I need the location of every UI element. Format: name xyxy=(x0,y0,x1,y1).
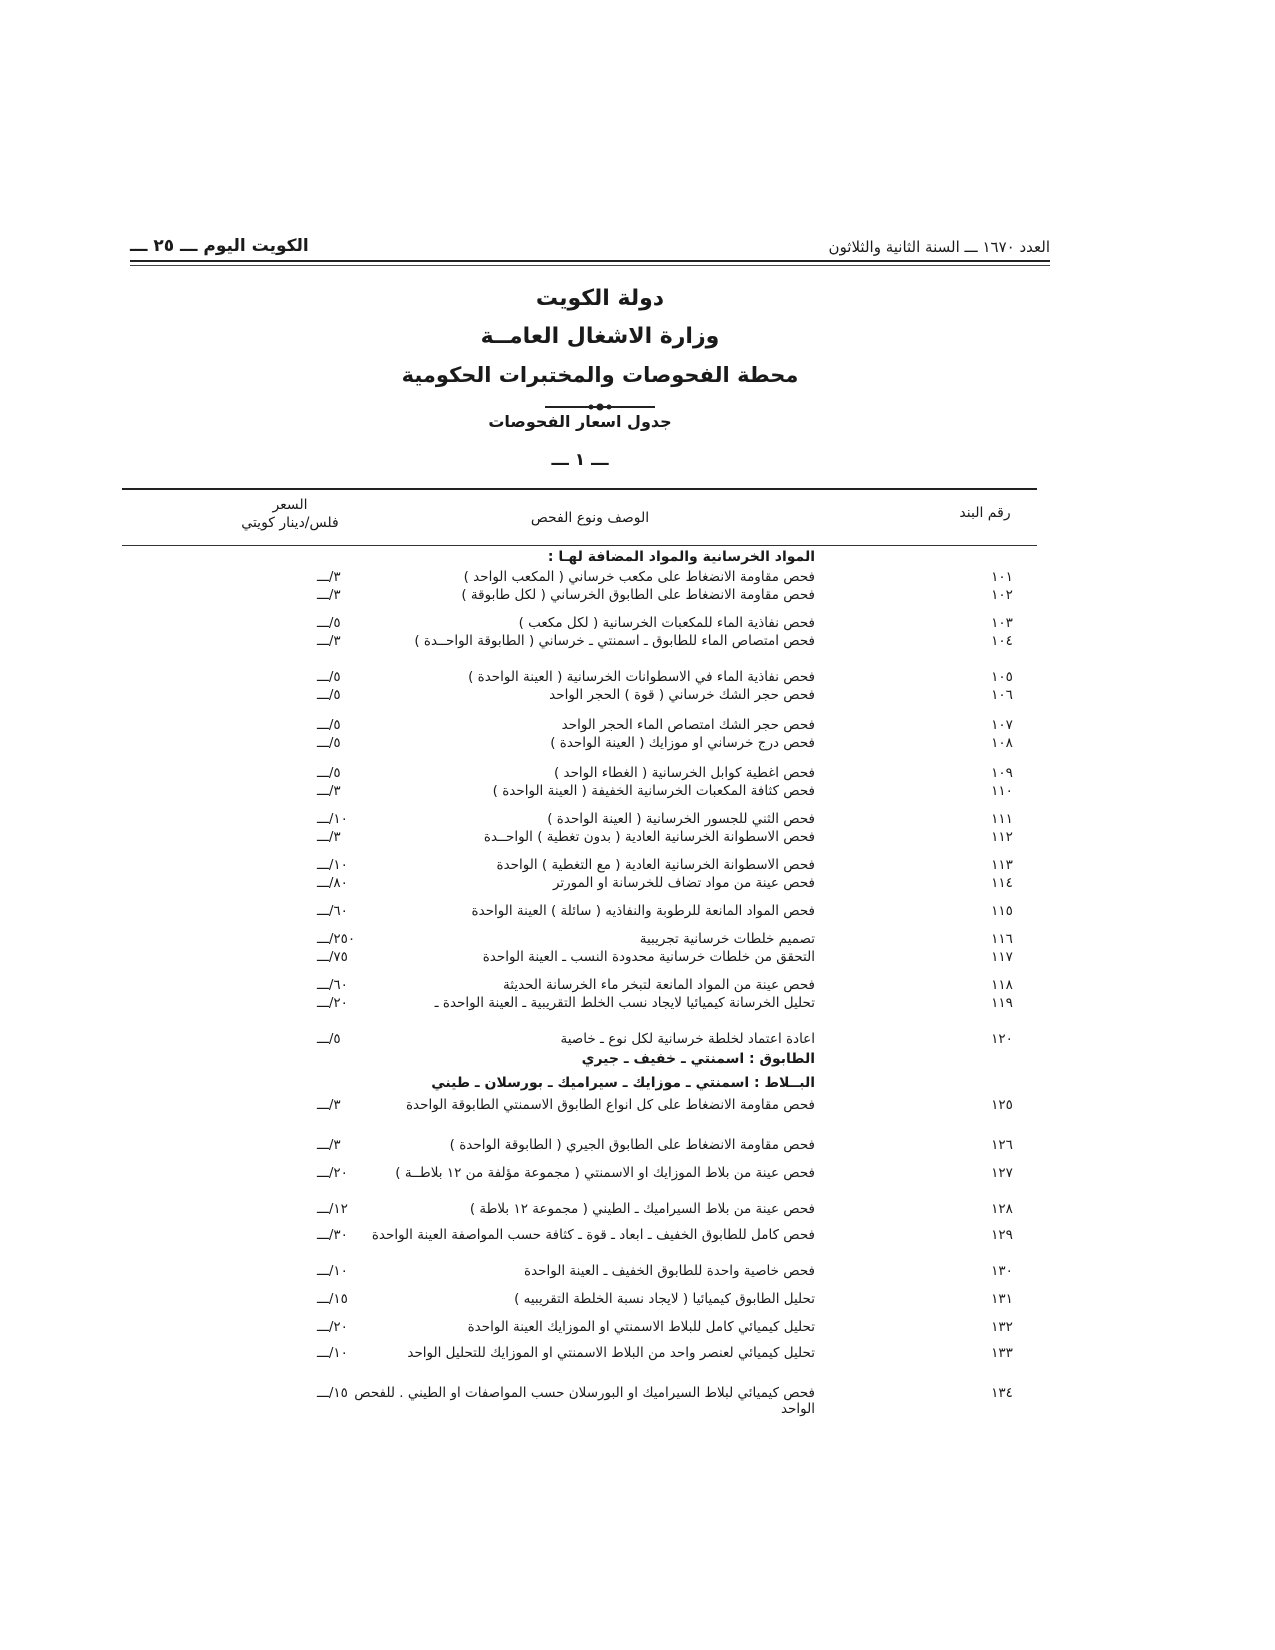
item-description: فحص كثافة المكعبات الخرسانية الخفيفة ( العينة الواحدة ) xyxy=(492,783,815,799)
item-price: ١٠/ـــ xyxy=(317,811,348,827)
item-description: فحص الاسطوانة الخرسانية العادية ( بدون تغطية ) الواحــدة xyxy=(483,829,815,845)
item-description: فحص مقاومة الانضغاط على كل انواع الطابوق الاسمنتي الطابوقة الواحدة xyxy=(405,1097,815,1113)
item-number: ١٠٥ xyxy=(991,669,1013,685)
item-number: ١١٦ xyxy=(991,931,1013,947)
item-description: فحص خاصية واحدة للطابوق الخفيف ـ العينة الواحدة xyxy=(524,1263,815,1279)
running-header-publication: الكويت اليوم ـــ ٢٥ ـــ xyxy=(130,236,309,256)
item-price: ٣٠/ـــ xyxy=(317,1227,348,1243)
item-description: فحص حجر الشك امتصاص الماء الحجر الواحد xyxy=(561,717,815,733)
item-price: ٣/ـــ xyxy=(317,587,341,603)
item-price: ٣/ـــ xyxy=(317,783,341,799)
item-number: ١١٩ xyxy=(991,995,1013,1011)
item-description: تحليل الطابوق كيميائيا ( لايجاد نسبة الخلطة التقريبيه ) xyxy=(514,1291,815,1307)
item-number: ١٠٤ xyxy=(991,633,1013,649)
item-price: ٨٠/ـــ xyxy=(317,875,348,891)
item-number: ١٢٨ xyxy=(991,1201,1013,1217)
item-number: ١٣٤ xyxy=(991,1385,1013,1401)
item-price: ٥/ـــ xyxy=(317,765,341,781)
item-price: ٥/ـــ xyxy=(317,615,341,631)
price-label: السعر xyxy=(272,497,308,513)
item-number: ١٢٥ xyxy=(991,1097,1013,1113)
item-number: ١٣٣ xyxy=(991,1345,1013,1361)
section-heading-concrete: المواد الخرسانية والمواد المضافة لهـا : xyxy=(547,549,815,565)
item-description: فحص امتصاص الماء للطابوق ـ اسمنتي ـ خرساني ( الطابوقة الواحــدة ) xyxy=(414,633,815,649)
price-unit: فلس/دينار كويتي xyxy=(241,515,339,531)
table-top-rule xyxy=(122,488,1037,490)
item-number: ١٢٩ xyxy=(991,1227,1013,1243)
item-number: ١٢٠ xyxy=(991,1031,1013,1047)
item-price: ٢٥٠/ـــ xyxy=(317,931,356,947)
item-price: ٥/ـــ xyxy=(317,669,341,685)
item-description: فحص نفاذية الماء في الاسطوانات الخرسانية ( العينة الواحدة ) xyxy=(468,669,815,685)
item-price: ١٢/ـــ xyxy=(317,1201,348,1217)
item-price: ١٥/ـــ xyxy=(317,1291,348,1307)
item-price: ٢٠/ـــ xyxy=(317,995,348,1011)
item-description: اعادة اعتماد لخلطة خرسانية لكل نوع ـ خاصية xyxy=(560,1031,815,1047)
item-price: ٥/ـــ xyxy=(317,1031,341,1047)
header-rule-thin xyxy=(130,265,1050,266)
item-number: ١١٨ xyxy=(991,977,1013,993)
item-number: ١٢٧ xyxy=(991,1165,1013,1181)
item-description: فحص المواد المانعة للرطوبة والنفاذيه ( سائلة ) العينة الواحدة xyxy=(471,903,815,919)
running-header-issue: العدد ١٦٧٠ ـــ السنة الثانية والثلاثون xyxy=(828,238,1050,256)
item-description: فحص عينة من بلاط السيراميك ـ الطيني ( مجموعة ١٢ بلاطة ) xyxy=(469,1201,815,1217)
item-description: فحص مقاومة الانضغاط على الطابوق الخرساني ( لكل طابوقة ) xyxy=(461,587,815,603)
item-description: فحص مقاومة الانضغاط على الطابوق الجيري ( الطابوقة الواحدة ) xyxy=(449,1137,815,1153)
item-number: ١٣٠ xyxy=(991,1263,1013,1279)
title-block xyxy=(300,280,900,412)
header-rule xyxy=(130,260,1050,262)
item-number: ١١٣ xyxy=(991,857,1013,873)
item-description: فحص نفاذية الماء للمكعبات الخرسانية ( لكل مكعب ) xyxy=(518,615,815,631)
section-heading-slabs: البــلاط : اسمنتي ـ موزايك ـ سيراميك ـ بورسلان ـ طيني xyxy=(431,1075,815,1091)
item-price: ١٠/ـــ xyxy=(317,1263,348,1279)
item-description: فحص كيميائي لبلاط السيراميك او البورسلان حسب المواصفات او الطيني . للفحص الواحد xyxy=(354,1385,815,1417)
item-description: فحص عينة من المواد المانعة لتبخر ماء الخرسانة الحديثة xyxy=(503,977,815,993)
item-number: ١٢٦ xyxy=(991,1137,1013,1153)
item-number: ١٣٢ xyxy=(991,1319,1013,1335)
item-description: فحص عينة من مواد تضاف للخرسانة او المورتر xyxy=(552,875,815,891)
page-number: ـــ ١ ـــ xyxy=(551,450,609,470)
item-description: تصميم خلطات خرسانية تجريبية xyxy=(639,931,815,947)
item-description: فحص مقاومة الانضغاط على مكعب خرساني ( المكعب الواحد ) xyxy=(463,569,815,585)
item-number: ١١٠ xyxy=(991,783,1013,799)
ministry-title: وزارة الاشغال العامــة xyxy=(480,324,720,349)
item-number: ١١١ xyxy=(991,811,1013,827)
item-price: ١٠/ـــ xyxy=(317,857,348,873)
item-description: تحليل كيميائي كامل للبلاط الاسمنتي او الموزايك العينة الواحدة xyxy=(467,1319,815,1335)
item-price: ٥/ـــ xyxy=(317,687,341,703)
item-price: ٦٠/ـــ xyxy=(317,903,348,919)
item-number: ١٠٨ xyxy=(991,735,1013,751)
item-price: ٥/ـــ xyxy=(317,735,341,751)
item-description: فحص حجر الشك خرساني ( قوة ) الحجر الواحد xyxy=(549,687,815,703)
item-description: تحليل الخرسانة كيميائيا لايجاد نسب الخلط التقريبية ـ العينة الواحدة ـ xyxy=(434,995,815,1011)
item-price: ٦٠/ـــ xyxy=(317,977,348,993)
item-price: ٣/ـــ xyxy=(317,1137,341,1153)
item-price: ٢٠/ـــ xyxy=(317,1319,348,1335)
item-price: ١٥/ـــ xyxy=(317,1385,348,1401)
item-price: ١٠/ـــ xyxy=(317,1345,348,1361)
item-price: ٣/ـــ xyxy=(317,633,341,649)
table-header-rule xyxy=(122,545,1037,546)
column-header-item: رقم البند xyxy=(959,505,1011,521)
column-header-description: الوصف ونوع الفحص xyxy=(530,510,650,526)
column-header-price xyxy=(200,496,380,532)
item-description: فحص اغطية كوابل الخرسانية ( الغطاء الواحد ) xyxy=(553,765,815,781)
item-price: ٥/ـــ xyxy=(317,717,341,733)
item-number: ١١٧ xyxy=(991,949,1013,965)
station-title: محطة الفحوصات والمختبرات الحكومية xyxy=(401,363,799,387)
item-number: ١٠٣ xyxy=(991,615,1013,631)
state-title: دولة الكويت xyxy=(535,286,665,311)
item-description: فحص كامل للطابوق الخفيف ـ ابعاد ـ قوة ـ كثافة حسب المواصفة العينة الواحدة xyxy=(371,1227,815,1243)
item-description: فحص الثني للجسور الخرسانية ( العينة الواحدة ) xyxy=(547,811,815,827)
item-number: ١١٤ xyxy=(991,875,1013,891)
item-description: فحص الاسطوانة الخرسانية العادية ( مع التغطية ) الواحدة xyxy=(496,857,815,873)
item-number: ١٣١ xyxy=(991,1291,1013,1307)
item-number: ١٠١ xyxy=(991,569,1013,585)
item-price: ٢٠/ـــ xyxy=(317,1165,348,1181)
item-description: تحليل كيميائي لعنصر واحد من البلاط الاسمنتي او الموزايك للتحليل الواحد xyxy=(407,1345,815,1361)
section-heading-tiles: الطابوق : اسمنتي ـ خفيف ـ جيري xyxy=(581,1051,815,1067)
item-number: ١١٥ xyxy=(991,903,1013,919)
item-description: فحص درج خرساني او موزايك ( العينة الواحدة ) xyxy=(550,735,815,751)
item-number: ١٠٢ xyxy=(991,587,1013,603)
running-header xyxy=(130,230,1050,266)
item-description: فحص عينة من بلاط الموزايك او الاسمنتي ( مجموعة مؤلفة من ١٢ بلاطــة ) xyxy=(395,1165,815,1181)
ornament-divider xyxy=(545,402,655,412)
item-number: ١٠٩ xyxy=(991,765,1013,781)
item-number: ١٠٦ xyxy=(991,687,1013,703)
item-price: ٣/ـــ xyxy=(317,829,341,845)
item-price: ٣/ـــ xyxy=(317,569,341,585)
table-title: جدول اسعار الفحوصات xyxy=(488,412,672,431)
item-price: ٣/ـــ xyxy=(317,1097,341,1113)
item-description: التحقق من خلطات خرسانية محدودة النسب ـ العينة الواحدة xyxy=(482,949,815,965)
item-price: ٧٥/ـــ xyxy=(317,949,348,965)
item-number: ١١٢ xyxy=(991,829,1013,845)
item-number: ١٠٧ xyxy=(991,717,1013,733)
